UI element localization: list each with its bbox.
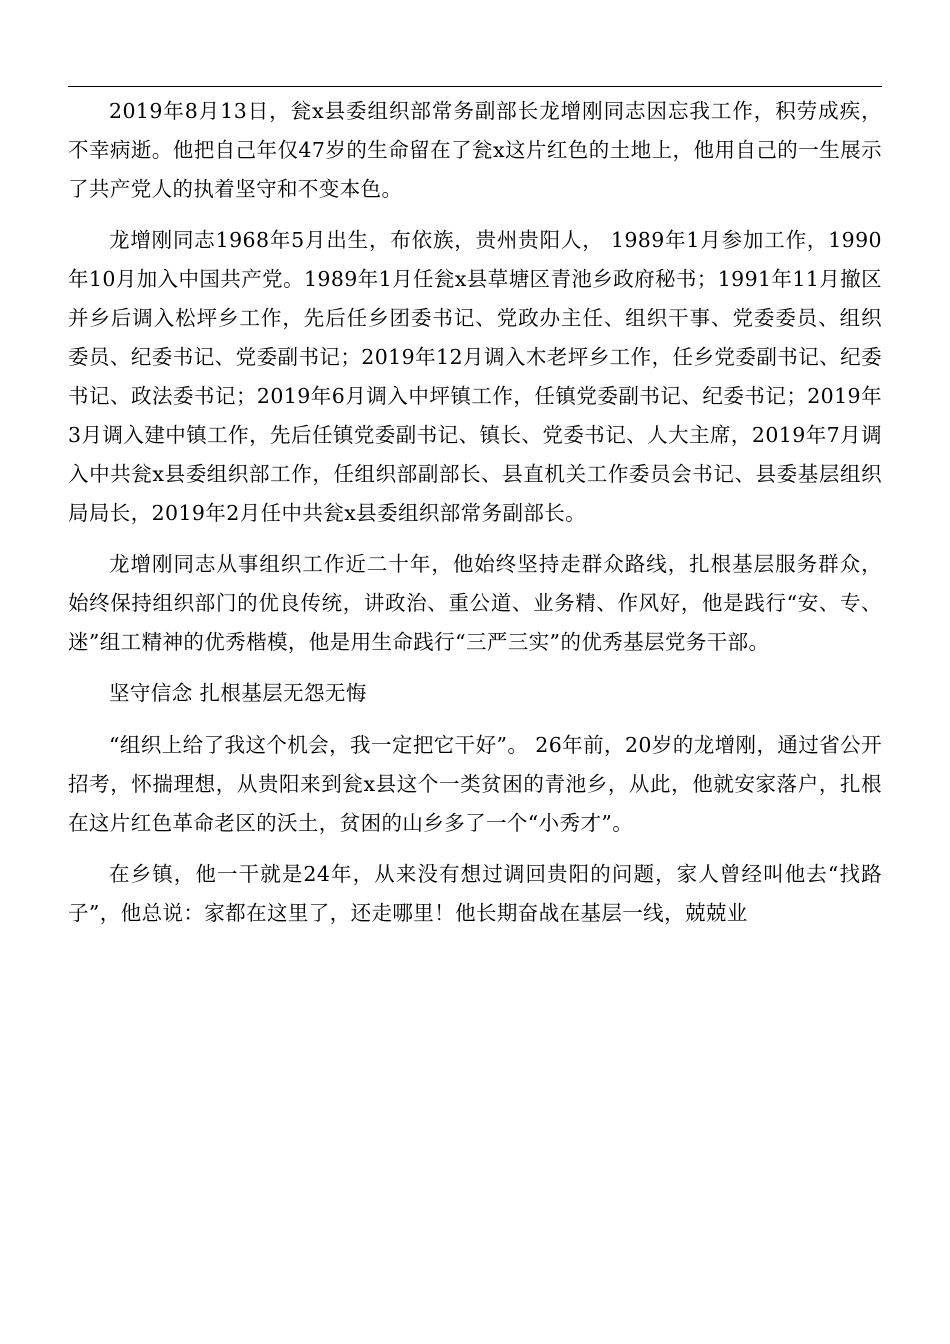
paragraph-obituary-intro: 2019年8月13日，瓮x县委组织部常务副部长龙增刚同志因忘我工作，积劳成疾，不幸病逝。他把自己年仅47岁的生命留在了瓮x这片红色的土地上，他用自己的一生展示了共产党人的执着坚守和不变本色。 xyxy=(68,99,882,201)
paragraph-early-career: “组织上给了我这个机会，我一定把它干好”。 26年前，20岁的龙增刚，通过省公开招考，怀揣理想，从贵阳来到瓮x县这个一类贫困的青池乡，从此，他就安家落户，扎根在这片红色革命老区的沃土，贫困的山乡多了一个“小秀才”。 xyxy=(68,732,882,835)
paragraph-work-summary: 龙增刚同志从事组织工作近二十年，他始终坚持走群众路线，扎根基层服务群众，始终保持组织部门的优良传统，讲政治、重公道、业务精、作风好，他是践行“安、专、迷”组工精神的优秀楷模，他是用生命践行“三严三实”的优秀基层党务干部。 xyxy=(68,552,882,654)
header-rule xyxy=(68,86,882,87)
document-body xyxy=(68,92,882,946)
paragraph-biography: 龙增刚同志1968年5月出生，布依族，贵州贵阳人， 1989年1月参加工作，1990年10月加入中国共产党。1989年1月任瓮x县草塘区青池乡政府秘书；1991年11月撤区并乡后调入松坪乡工作，先后任乡团委书记、党政办主任、组织干事、党委委员、组织委员、纪委书记、党委副书记；2019年12月调入木老坪乡工作，任乡党委副书记、纪委书记、政法委书记；2019年6月调入中坪镇工作，任镇党委副书记、纪委书记；2019年3月调入建中镇工作，先后任镇党委副书记、镇长、党委书记、人大主席，2019年7月调入中共瓮x县委组织部工作，任组织部副部长、县直机关工作委员会书记、县委基层组织局局长，2019年2月任中共瓮x县委组织部常务副部长。 xyxy=(68,228,882,525)
section-heading: 坚守信念 扎根基层无怨无悔 xyxy=(109,681,367,706)
paragraph-township-years: 在乡镇，他一干就是24年，从来没有想过调回贵阳的问题，家人曾经叫他去“找路子”，他总说：家都在这里了，还走哪里！他长期奋战在基层一线，兢兢业 xyxy=(68,862,882,926)
